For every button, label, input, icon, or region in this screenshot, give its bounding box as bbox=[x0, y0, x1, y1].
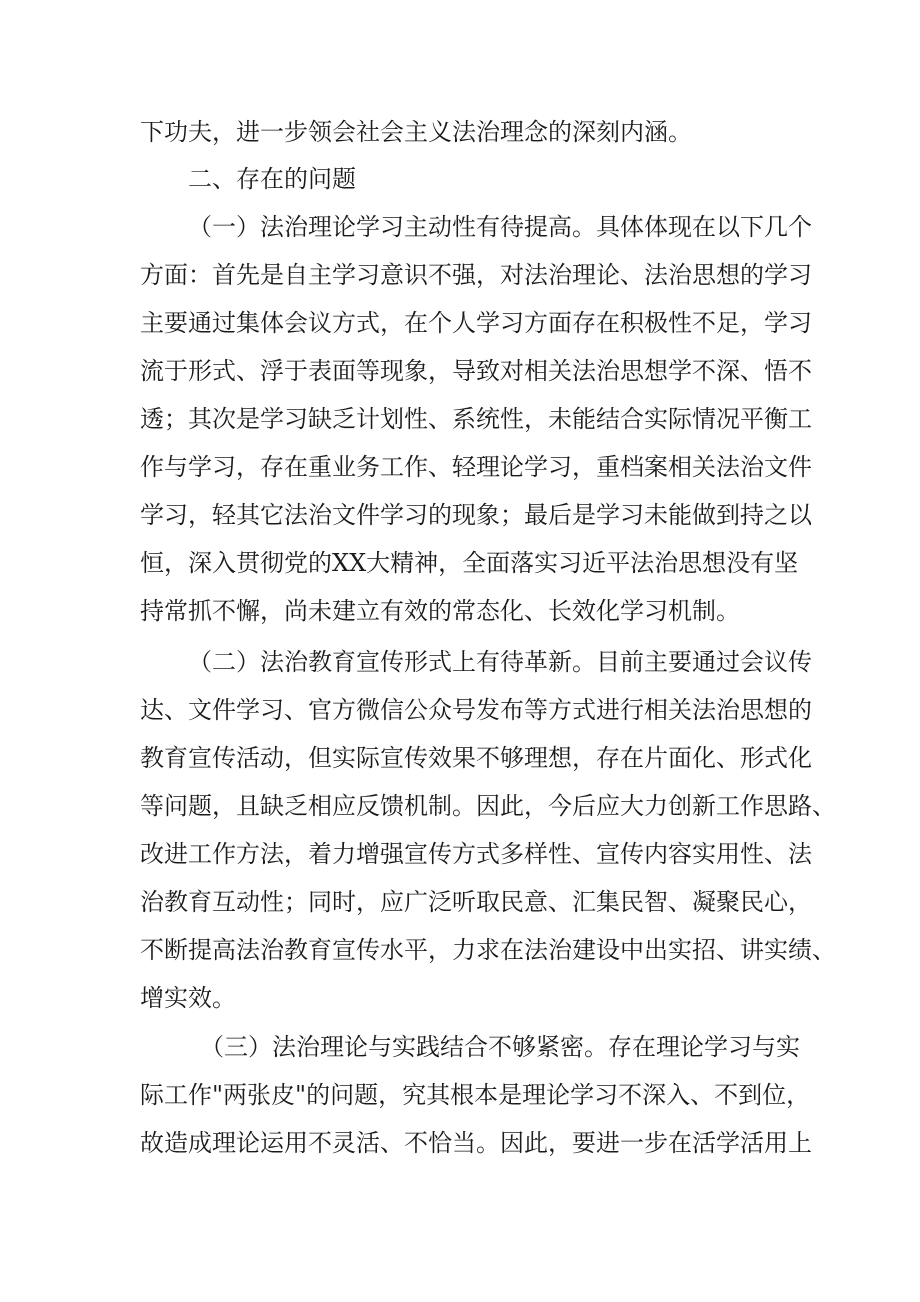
paragraph-line: （二）法治教育宣传形式上有待革新。目前主要通过会议传 bbox=[188, 648, 812, 676]
paragraph-line: 流于形式、浮于表面等现象，导致对相关法治思想学不深、悟不 bbox=[140, 357, 812, 385]
paragraph-line: 学习，轻其它法治文件学习的现象；最后是学习未能做到持之以 bbox=[140, 501, 812, 529]
paragraph-line: （三）法治理论与实践结合不够紧密。存在理论学习与实 bbox=[200, 1033, 800, 1061]
paragraph-line: 故造成理论运用不灵活、不恰当。因此，要进一步在活学活用上 bbox=[140, 1129, 812, 1157]
paragraph-line: 下功夫，进一步领会社会主义法治理念的深刻内涵。 bbox=[140, 118, 692, 146]
paragraph-line: 等问题，且缺乏相应反馈机制。因此，今后应大力创新工作思路、 bbox=[140, 792, 836, 820]
paragraph-line: 透；其次是学习缺乏计划性、系统性，未能结合实际情况平衡工 bbox=[140, 405, 812, 433]
paragraph-line: 达、文件学习、官方微信公众号发布等方式进行相关法治思想的 bbox=[140, 696, 812, 724]
paragraph-line: 增实效。 bbox=[140, 984, 236, 1012]
paragraph-line: 作与学习，存在重业务工作、轻理论学习，重档案相关法治文件 bbox=[140, 453, 812, 481]
paragraph-line: 不断提高法治教育宣传水平，力求在法治建设中出实招、讲实绩、 bbox=[140, 936, 836, 964]
paragraph-line: 方面：首先是自主学习意识不强，对法治理论、法治思想的学习 bbox=[140, 261, 812, 289]
paragraph-line: 恒，深入贯彻党的XX大精神，全面落实习近平法治思想没有坚 bbox=[140, 549, 799, 577]
paragraph-line: 际工作"两张皮"的问题，究其根本是理论学习不深入、不到位， bbox=[140, 1081, 811, 1109]
paragraph-line: 治教育互动性；同时，应广泛听取民意、汇集民智、凝聚民心， bbox=[140, 888, 812, 916]
paragraph-line: 主要通过集体会议方式，在个人学习方面存在积极性不足，学习 bbox=[140, 309, 812, 337]
paragraph-line: （一）法治理论学习主动性有待提高。具体体现在以下几个 bbox=[188, 213, 812, 241]
paragraph-line: 教育宣传活动，但实际宣传效果不够理想，存在片面化、形式化 bbox=[140, 744, 812, 772]
paragraph-line: 改进工作方法，着力增强宣传方式多样性、宣传内容实用性、法 bbox=[140, 840, 812, 868]
paragraph-line: 持常抓不懈，尚未建立有效的常态化、长效化学习机制。 bbox=[140, 597, 740, 625]
section-heading: 二、存在的问题 bbox=[188, 165, 356, 193]
